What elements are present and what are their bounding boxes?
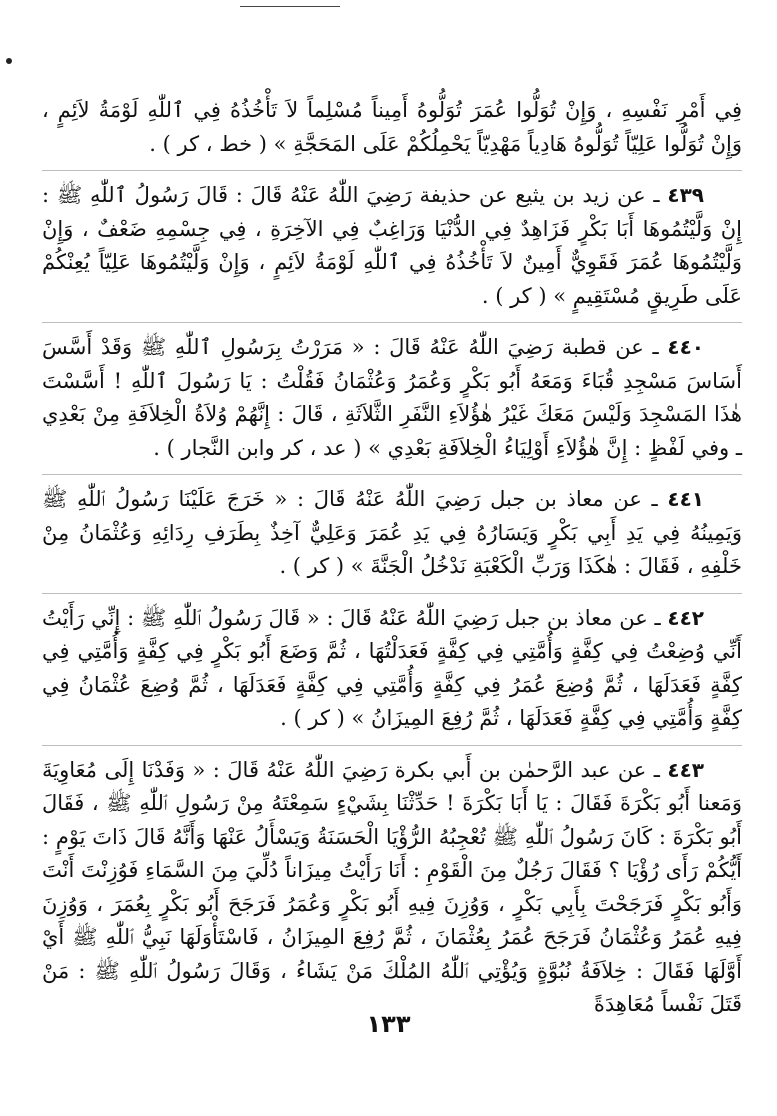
hadith-number: ٤٤٢ (667, 605, 704, 630)
hadith-entry (42, 179, 742, 313)
page-number: ١٣٣ (366, 1010, 411, 1038)
hadith-entry (42, 602, 742, 736)
hadith-text: ـ عن عبد الرَّحمٰن بن أَبي بكرة رَضِيَ اللّٰهُ عَنْهُ قَالَ : « وَفَدْنَا إِلَى مُعَاوِيَةَ وَمَعنا أَبُو بَكْرَةَ فَقَالَ : يَا أَبَا بَكْرَةَ ! حَدِّثْنَا بِشَيْءٍ سَمِعْتَهُ مِنْ رَسُولِ ٱللّٰهِ ﷺ ، فَقَالَ أَبُو بَكْرَةَ : كَانَ رَسُولُ ٱللّٰهِ ﷺ تُعْجِبُهُ الرُّؤْيَا الْحَسَنَةُ وَيَسْأَلُ عَنْهَا وَأَنَّهُ قَالَ ذَاتَ يَوْمٍ : أَيُّكُمْ رَأَى رُؤْيَا ؟ فَقَالَ رَجُلٌ مِنَ الْقَوْمِ : أَنَا رَأَيْتُ مِيزَاناً دُلِّيَ مِنَ السَّمَاءِ فَوُزِنْتَ أَنْتَ وَأَبُو بَكْرٍ فَرَجَحْتَ بِأَبِي بَكْرٍ ، وَوُزِنَ فِيهِ أَبُو بَكْرٍ وَعُمَرُ فَرَجَحَ أَبُو بَكْرٍ بِعُمَرَ ، وَوُزِنَ فِيهِ عُمَرُ وَعُثْمَانُ فَرَجَحَ عُمَرُ بِعُثْمَانَ ، ثُمَّ رُفِعَ المِيزَانُ ، فَاسْتَأْوَلَهَا نَبِيُّ ٱللّٰهِ ﷺ أَيْ أَوَّلَهَا فَقَالَ : خِلاَفَةُ نُبُوَّةٍ وَيُؤْتِي ٱللّٰهُ المُلْكَ مَنْ يَشَاءُ ، وَقَالَ رَسُولُ ٱللّٰهِ ﷺ : مَنْ قَتَلَ نَفْساً مُعَاهِدَةً (42, 757, 742, 1016)
hadith-number: ٤٤٣ (667, 757, 704, 782)
page-body (42, 94, 742, 1022)
hadith-entry (42, 331, 742, 465)
separator (42, 745, 742, 746)
separator (42, 474, 742, 475)
hadith-number: ٤٣٩ (667, 183, 704, 207)
separator (42, 593, 742, 594)
margin-mark (6, 58, 12, 64)
hadith-number: ٤٤١ (667, 487, 704, 511)
hadith-text: ـ عن معاذ بن جبل رَضِيَ اللّٰهُ عَنْهُ قَالَ : « خَرَجَ عَلَيْنَا رَسُولُ ٱللّٰهِ ﷺ وَيَمِينُهُ فِي يَدِ أَبِي بَكْرٍ وَيَسَارُهُ فِي يَدِ عُمَرَ وَعَلِيٌّ آخِذٌ بِطَرَفِ رِدَائِهِ وَعُثْمَانُ مِنْ خَلْفِهِ ، فَقَالَ : هٰكَذَا وَرَبِّ الْكَعْبَةِ نَدْخُلُ الْجَنَّةَ » ( كر ) . (42, 487, 742, 578)
separator (42, 322, 742, 323)
continuation-text: فِي أَمْرِ نَفْسِهِ ، وَإِنْ تُوَلُّوا عُمَرَ تُوَلُّوهُ أَمِيناً مُسْلِماً لاَ تَأْخُذُهُ فِي ٱللّٰهِ لَوْمَةُ لاَئِمٍ ، وَإِنْ تُوَلُّوا عَلِيّاً تُوَلُّوهُ هَادِياً مَهْدِيّاً يَحْمِلُكُمْ عَلَى المَحَجَّةِ » ( خط ، كر ) . (42, 98, 742, 156)
top-rule (240, 6, 340, 7)
hadith-entry (42, 483, 742, 584)
hadith-text: ـ عن معاذ بن جبل رَضِيَ اللّٰهُ عَنْهُ قَالَ : « قَالَ رَسُولُ ٱللّٰهِ ﷺ : إِنِّي رَأَيْتُ أَنِّي وُضِعْتُ فِي كِفَّةٍ وَأُمَّتِي فِي كِفَّةٍ فَعَدَلْتُهَا ، ثُمَّ وَضَعَ أَبُو بَكْرٍ فِي كِفَّةٍ وَأُمَّتِي فِي كِفَّةٍ فَعَدَلَهَا ، ثُمَّ وُضِعَ عُمَرُ فِي كِفَّةٍ وَأُمَّتِي فِي كِفَّةٍ فَعَدَلَهَا ، ثُمَّ وُضِعَ عُثْمَانُ فِي كِفَّةٍ وَأُمَّتِي فِي كِفَّةٍ فَعَدَلَهَا ، ثُمَّ رُفِعَ المِيزَانُ » ( كر ) . (42, 605, 742, 730)
hadith-entry (42, 754, 742, 1022)
hadith-text: ـ عن قطبة رَضِيَ اللّٰهُ عَنْهُ قَالَ : « مَرَرْتُ بِرَسُولِ ٱللّٰهِ ﷺ وَقَدْ أَسَّسَ أَسَاسَ مَسْجِدِ قُبَاءَ وَمَعَهُ أَبُو بَكْرٍ وَعُمَرُ وَعُثْمَانُ فَقُلْتُ : يَا رَسُولَ ٱللّٰهِ ! أَسَّسْتَ هٰذَا المَسْجِدَ وَلَيْسَ مَعَكَ غَيْرُ هٰؤُلاَءِ النَّفَرِ الثَّلاَثَةِ ، قَالَ : إِنَّهُمْ وُلاَةُ الْخِلاَفَةِ مِنْ بَعْدِي ـ وفي لَفْظٍ : إِنَّ هٰؤُلاَءِ أَوْلِيَاءُ الْخِلاَفَةِ بَعْدِي » ( عد ، كر وابن النَّجار ) . (42, 335, 742, 460)
hadith-number: ٤٤٠ (667, 335, 704, 359)
hadith-text: ـ عن زيد بن يثيع عن حذيفة رَضِيَ اللّٰهُ عَنْهُ قَالَ : قَالَ رَسُولُ ٱللّٰهِ ﷺ : إِنْ وَلَّيْتُمُوهَا أَبَا بَكْرٍ فَزَاهِدٌ فِي الدُّنْيَا وَرَاغِبٌ فِي الآخِرَةِ ، فِي جِسْمِهِ ضَعْفٌ ، وَإِنْ وَلَّيْتُمُوهَا عُمَرَ فَقَوِيٌّ أَمِينٌ لاَ تَأْخُذُهُ فِي ٱللّٰهِ لَوْمَةُ لاَئِمٍ ، وَإِنْ وَلَّيْتُمُوهَا عَلِيّاً يُعِنْكُمْ عَلَى طَرِيقٍ مُسْتَقِيمٍ » ( كر ) . (42, 183, 742, 308)
separator (42, 170, 742, 171)
